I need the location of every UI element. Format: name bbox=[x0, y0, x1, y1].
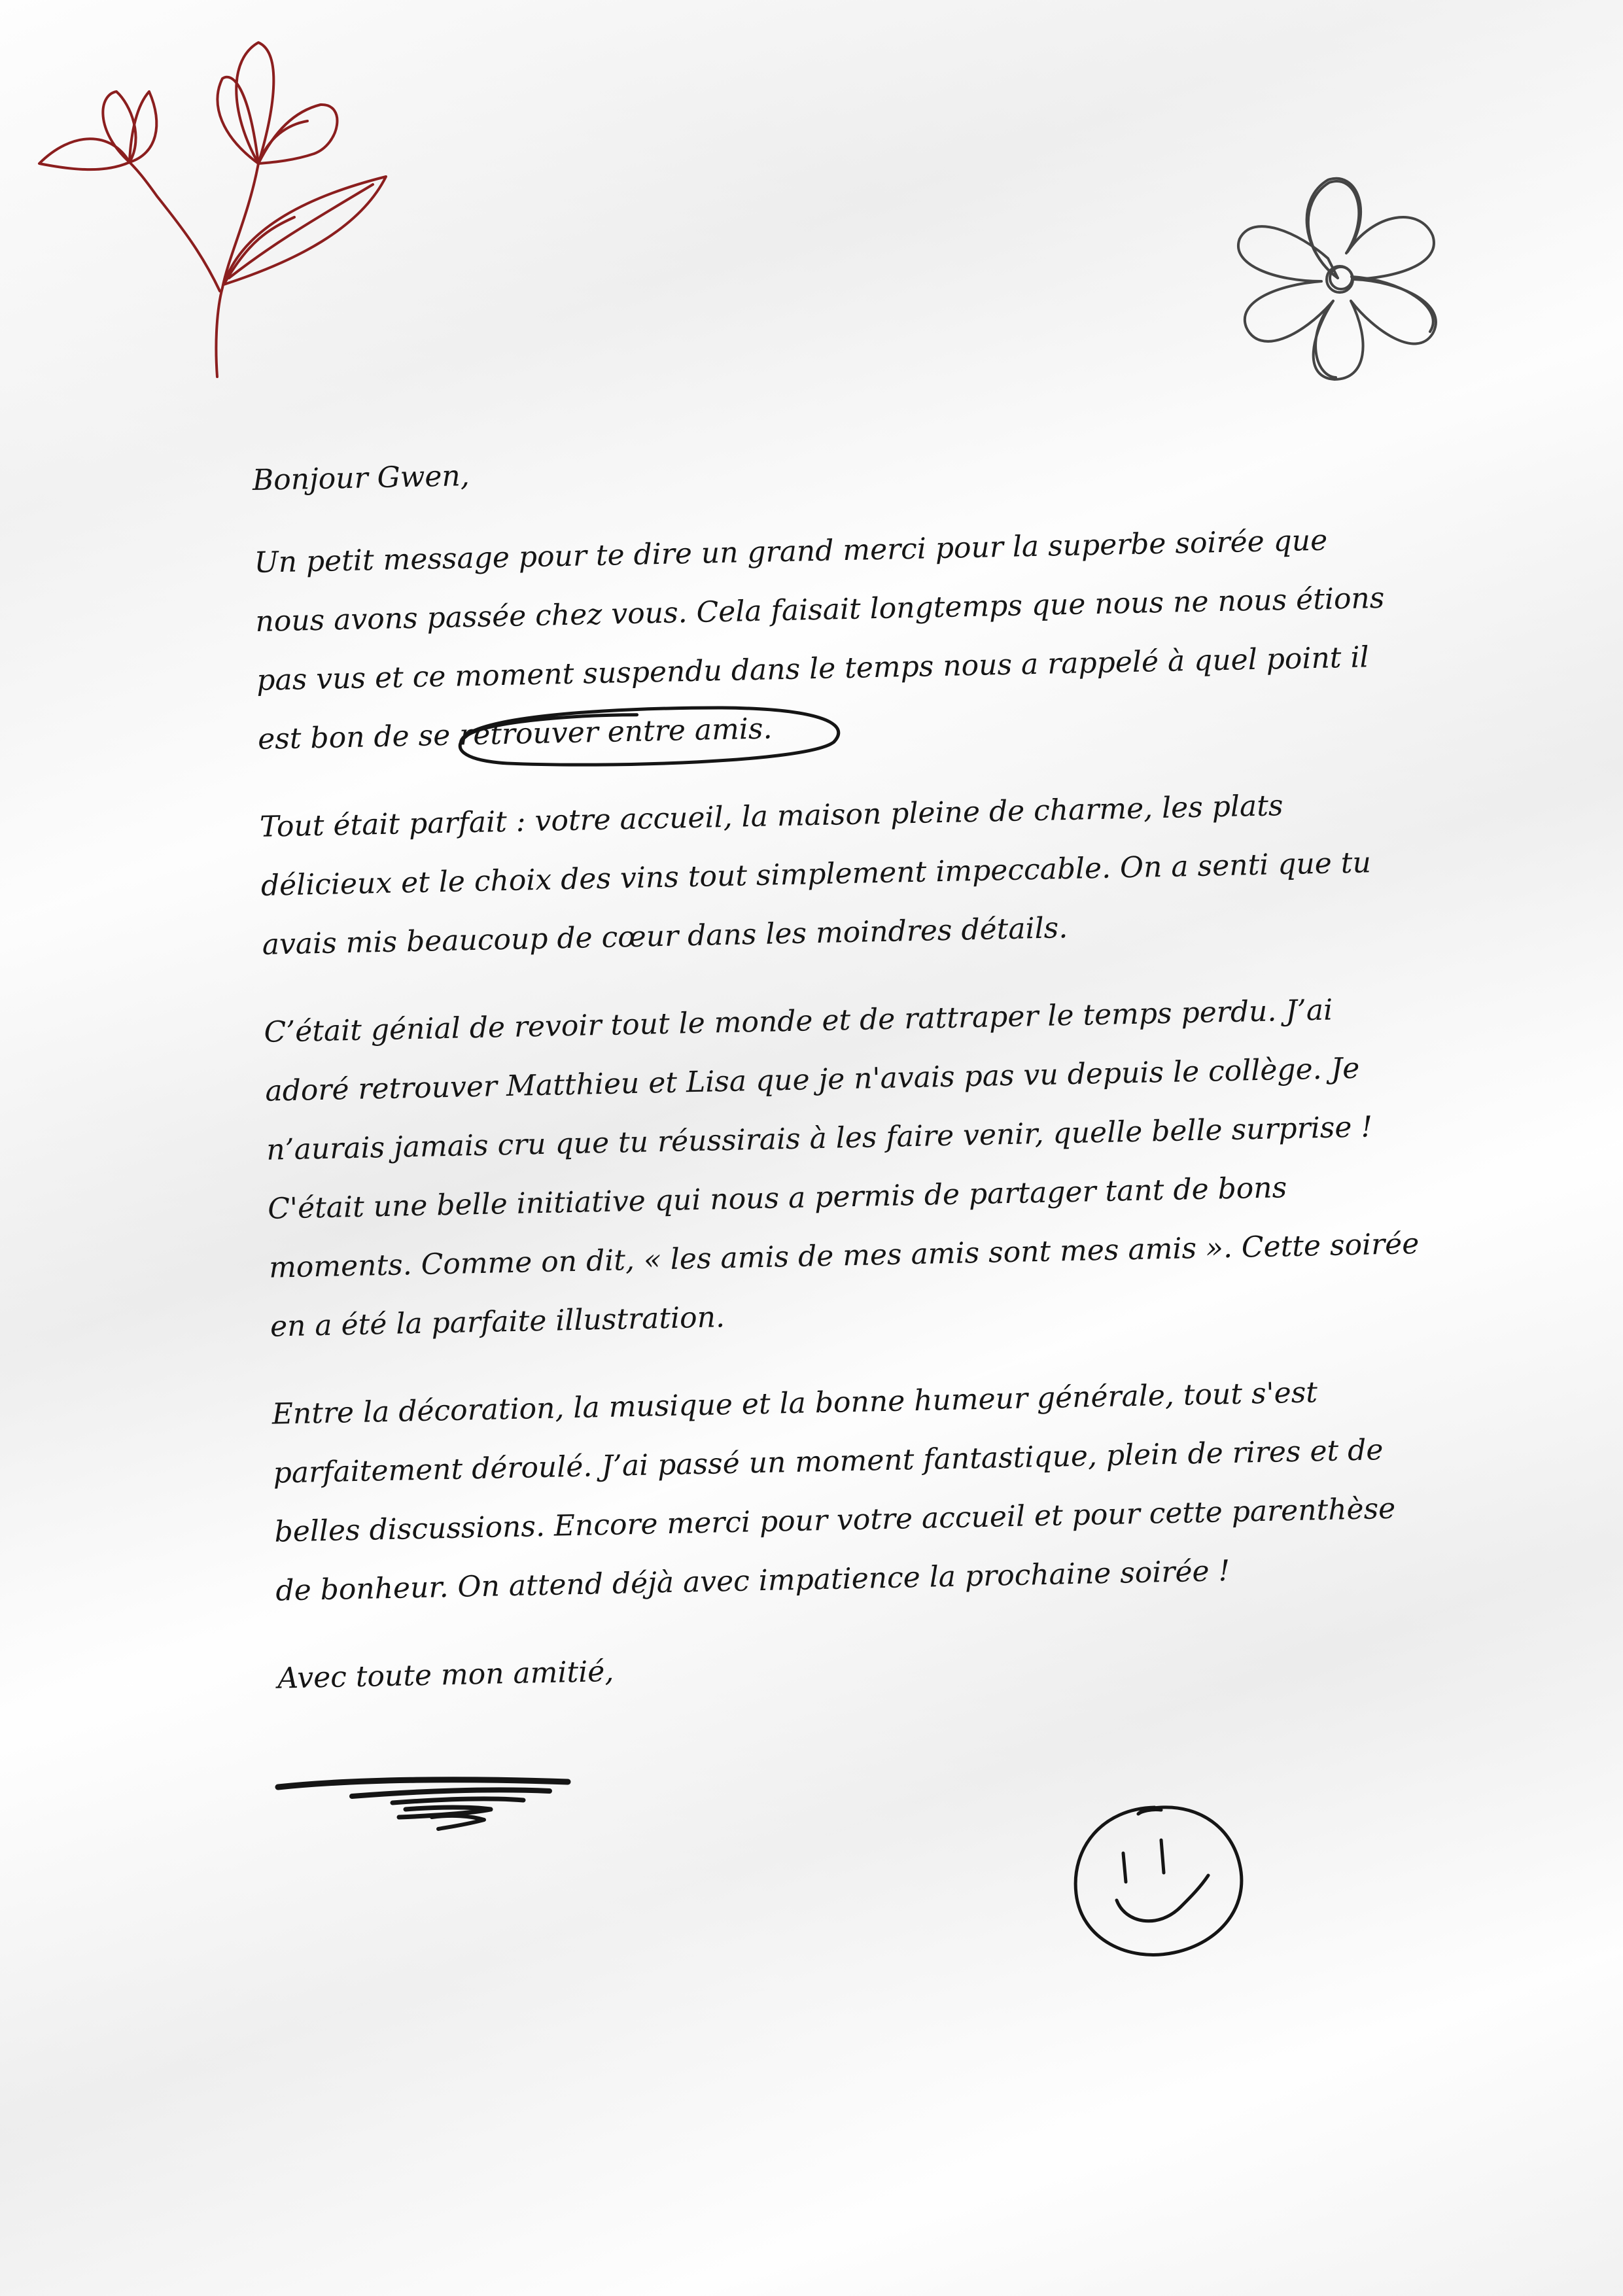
hand-drawn-circle bbox=[440, 696, 860, 776]
letter-paragraph-1 bbox=[254, 510, 1410, 769]
letter-greeting: Bonjour Gwen, bbox=[252, 459, 470, 497]
signature-scribble bbox=[275, 1773, 576, 1851]
letter-paragraph-3: C’était génial de revoir tout le monde et de rattraper le temps perdu. J’ai adoré retrouver Matthieu et Lisa que je n'avais pas vu depuis le collège. Je n’aurais jamais cru que tu réussirais à les faire venir, quelle belle surprise ! C'était une belle initiative qui nous a permis de partager tant de bons moments. Comme on dit, « les amis de mes amis sont mes amis ». Cette soirée en a été la parfaite illustration. bbox=[264, 993, 1420, 1344]
letter-paragraph-4: Entre la décoration, la musique et la bonne humeur générale, tout s'est parfaitement déroulé. J’ai passé un moment fantastique, plein de rires et de belles discussions. Encore merci pour votre accueil et pour cette parenthèse de bonheur. On attend déjà avec impatience la prochaine soirée ! bbox=[271, 1376, 1396, 1608]
smiley-face-icon bbox=[1063, 1802, 1253, 1966]
letter-body bbox=[252, 427, 1430, 1737]
circled-phrase bbox=[459, 712, 773, 752]
letter-closing: Avec toute mon amitié, bbox=[277, 1654, 614, 1696]
paragraph-1-text: Un petit message pour te dire un grand merci pour la superbe soirée que nous avons passée chez vous. Cela faisait longtemps que nous ne nous étions pas vus et ce moment suspendu dans le temps nous a rappelé à quel point il est bon de se bbox=[254, 523, 1385, 756]
circled-phrase-text: retrouver entre amis. bbox=[459, 712, 773, 752]
red-flower-icon bbox=[33, 33, 399, 386]
daisy-icon bbox=[1223, 173, 1452, 383]
letter-paragraph-2: Tout était parfait : votre accueil, la maison pleine de charme, les plats délicieux et le choix des vins tout simplement impeccable. On a senti que tu avais mis beaucoup de cœur dans les moindres détails. bbox=[259, 789, 1372, 962]
